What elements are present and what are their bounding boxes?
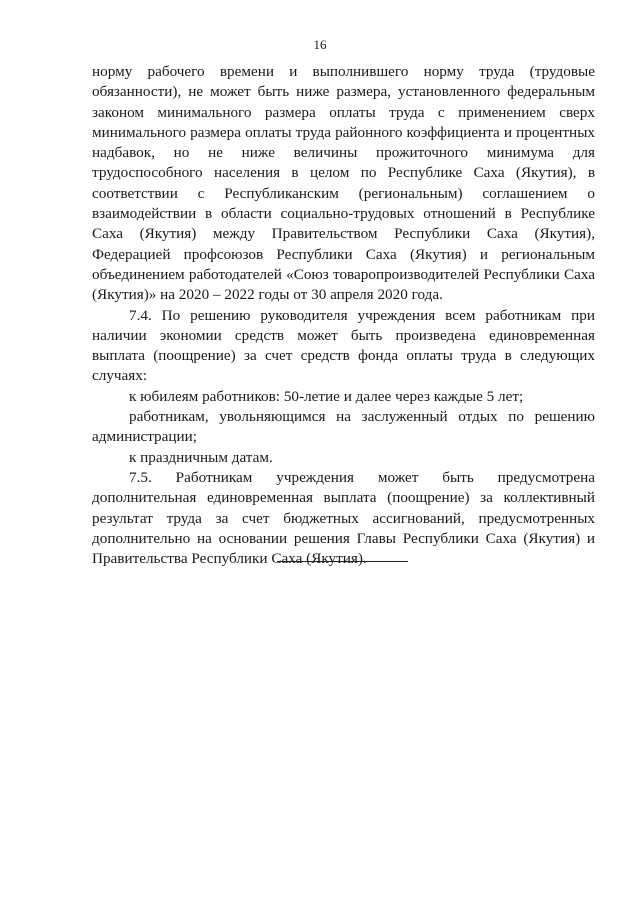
list-item-holidays: к праздничным датам. — [129, 448, 273, 466]
document-body — [92, 62, 595, 569]
list-item-anniversaries: к юбилеям работников: 50-летие и далее через каждые 5 лет; — [129, 387, 524, 405]
page-number: 16 — [313, 37, 327, 52]
closing-line — [277, 561, 408, 562]
list-item-retirement: работникам, увольняющимся на заслуженный отдых по решению администрации; — [92, 408, 595, 446]
paragraph-continuation: норму рабочего времени и выполнившего норму труда (трудовые обязанности), не может быть ниже размера, установленного федеральным законом минимального размера оплаты труда с применением сверх минимального размера оплаты труда районного коэффициента и процентных надбавок, но не ниже величины прожиточного минимума для трудоспособного населения в целом по Республике Саха (Якутия), в соответствии с Республиканским (региональным) соглашением о взаимодействии в области социально-трудовых отношений в Республике Саха (Якутия) между Правительством Республики Саха (Якутия), Федерацией профсоюзов Республики Саха (Якутия) и региональным объединением работодателей «Союз товаропроизводителей Республики Саха (Якутия)» на 2020 – 2022 годы от 30 апреля 2020 года. — [92, 63, 595, 304]
paragraph-7-5: 7.5. Работникам учреждения может быть предусмотрена дополнительная единовременная выплата (поощрение) за коллективный результат труда за счет бюджетных ассигнований, предусмотренных дополнительно на основании решения Главы Республики Саха (Якутия) и Правительства Республики Саха (Якутия). — [92, 468, 595, 568]
paragraph-7-4: 7.4. По решению руководителя учреждения всем работникам при наличии экономии средств может быть произведена единовременная выплата (поощрение) за счет средств фонда оплаты труда в следующих случаях: — [92, 306, 595, 385]
